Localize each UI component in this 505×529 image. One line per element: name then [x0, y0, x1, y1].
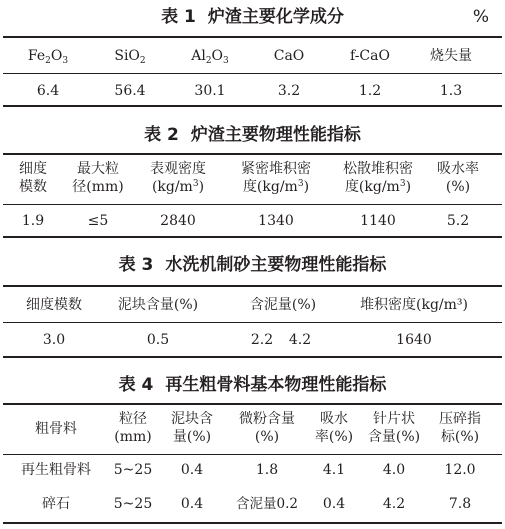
table3-header-fineness: 细度模数	[26, 297, 82, 313]
table4-title	[0, 375, 505, 395]
table1-value-fcao: 1.2	[358, 83, 382, 99]
table4-header-crushing	[439, 410, 481, 446]
table2-header-max-size-line1: 最大粒	[76, 161, 119, 177]
table2-header-fineness	[19, 160, 47, 196]
table2-name: 炉渣主要物理性能指标	[190, 125, 361, 145]
table1-header-fe2o3: $Fe_2O_3$	[27, 48, 69, 66]
table2-value-apparent-density: 2840	[160, 213, 196, 229]
table4-header-fines	[239, 410, 295, 446]
table2-header-loose-density-line2: 度$(kg/m^3)$	[344, 179, 412, 195]
table1-name: 炉渣主要化学成分	[207, 7, 344, 27]
table2-header-max-size	[72, 160, 123, 196]
table3-value-clay-lump: 0.5	[146, 332, 170, 348]
table1-number: 表 1	[161, 7, 196, 27]
table4-row2-size: 5~25	[113, 496, 153, 512]
table4-number: 表 4	[118, 375, 154, 395]
table4-header-clay-lump	[171, 410, 213, 446]
table4-row1-crushing: 12.0	[444, 462, 476, 478]
table4-header-size	[114, 410, 151, 446]
table3-header-bulk-density: 堆积密度(kg/m³)	[360, 297, 468, 313]
table1-header-loss: 烧失量	[430, 48, 472, 64]
table3-number: 表 3	[118, 255, 154, 275]
table2-header-compact-density	[241, 160, 311, 196]
table4-bottom-rule	[3, 522, 502, 524]
table2-title	[0, 125, 505, 145]
table2-header-loose-density	[343, 160, 413, 196]
table1-value-al2o3: 30.1	[194, 83, 226, 99]
table1-value-fe2o3: 6.4	[36, 83, 60, 99]
table4-row1-size: 5~25	[113, 462, 153, 478]
table4-header-size-line2: (mm)	[114, 429, 152, 445]
table4-row2-fines: 含泥量0.2	[236, 496, 298, 512]
table1-value-loss: 1.3	[439, 83, 463, 99]
table2-header-max-size-line2: 径(mm)	[72, 179, 124, 195]
table2-header-fineness-line2: 模数	[19, 179, 47, 195]
table4-row2-flaky: 4.2	[382, 496, 406, 512]
table1-value-sio2: 56.4	[114, 83, 146, 99]
table4-row1-name: 再生粗骨料	[21, 462, 91, 478]
table1-mid-rule	[3, 73, 502, 74]
table3-top-rule	[3, 285, 502, 287]
table4-header-clay-lump-line2: 量(%)	[172, 429, 212, 445]
table2-number: 表 2	[144, 125, 179, 145]
table4-row1-flaky: 4.0	[382, 462, 406, 478]
table2-value-loose-density: 1140	[360, 213, 396, 229]
table2-header-loose-density-line1: 松散堆积密	[343, 161, 413, 177]
table4-name: 再生粗骨料基本物理性能指标	[165, 375, 387, 395]
table4-row1-water-absorption: 4.1	[322, 462, 346, 478]
table1-title	[0, 7, 505, 27]
table4-header-crushing-line1: 压碎指	[439, 411, 481, 427]
table4-header-size-line1: 粒径	[118, 411, 147, 427]
table4-header-clay-lump-line1: 泥块含	[171, 411, 213, 427]
table4-header-water-absorption-line1: 吸水	[319, 411, 348, 427]
table4-top-rule	[3, 403, 502, 405]
table4-header-water-absorption	[315, 410, 353, 446]
table4-row2-name: 碎石	[42, 496, 70, 512]
table4-row2-water-absorption: 0.4	[322, 496, 346, 512]
table1-value-cao: 3.2	[277, 83, 301, 99]
table4-header-flaky-line1: 针片状	[372, 411, 415, 427]
table4-row2-crushing: 7.8	[448, 496, 472, 512]
table2-value-water-absorption: 5.2	[446, 213, 470, 229]
table3-header-clay-lump: 泥块含量(%)	[117, 297, 199, 313]
table4-row1-fines: 1.8	[255, 462, 279, 478]
table2-value-fineness: 1.9	[21, 213, 45, 229]
table2-header-compact-density-line1: 紧密堆积密	[241, 161, 311, 177]
table4-header-fines-line1: 微粉含量	[239, 411, 295, 427]
table2-header-apparent-density-line2: $(kg/m^3)$	[151, 179, 205, 195]
table1-bottom-rule	[3, 105, 502, 107]
table1-header-cao: CaO	[273, 48, 305, 64]
table4-header-aggregate: 粗骨料	[35, 421, 77, 437]
table3-value-fineness: 3.0	[42, 332, 66, 348]
table3-header-mud-content: 含泥量(%)	[249, 297, 317, 313]
table1-header-sio2: SiO$_2$	[114, 48, 146, 66]
table2-header-water-absorption	[437, 160, 479, 196]
table2-value-max-size: ≤5	[87, 213, 109, 229]
table1-header-fcao: f-CaO	[350, 48, 390, 64]
table2-mid-rule	[3, 204, 502, 205]
table2-value-compact-density: 1340	[258, 213, 294, 229]
table3-value-bulk-density: 1640	[396, 332, 432, 348]
table4-header-flaky	[368, 410, 420, 446]
table4-header-crushing-line2: 标(%)	[440, 429, 480, 445]
table3-value-mud-content-b: 4.2	[288, 332, 312, 348]
table1-header-al2o3: $Al_2O_3$	[191, 48, 229, 66]
table4-row1-clay-lump: 0.4	[180, 462, 204, 478]
table4-row2-clay-lump: 0.4	[180, 496, 204, 512]
table1-unit: %	[472, 7, 489, 27]
table1-top-rule	[3, 36, 502, 38]
table2-header-fineness-line1: 细度	[19, 161, 47, 177]
table2-header-apparent-density-line1: 表观密度	[150, 161, 206, 177]
table3-bottom-rule	[3, 356, 502, 358]
table3-mid-rule	[3, 322, 502, 323]
table2-bottom-rule	[3, 236, 502, 238]
table3-value-mud-content-a: 2.2	[250, 332, 274, 348]
table2-top-rule	[3, 153, 502, 155]
table4-header-water-absorption-line2: 率(%)	[314, 429, 354, 445]
table4-header-fines-line2: (%)	[254, 429, 280, 445]
table3-name: 水洗机制砂主要物理性能指标	[165, 255, 387, 275]
table4-header-flaky-line2: 含量(%)	[367, 429, 421, 445]
table3-title	[0, 255, 505, 275]
table2-header-water-absorption-line1: 吸水率	[437, 161, 479, 177]
table4-mid-rule	[3, 454, 502, 455]
table2-header-compact-density-line2: 度$(kg/m^3)$	[242, 179, 310, 195]
table2-header-water-absorption-line2: (%)	[445, 179, 471, 195]
table2-header-apparent-density	[150, 160, 206, 196]
